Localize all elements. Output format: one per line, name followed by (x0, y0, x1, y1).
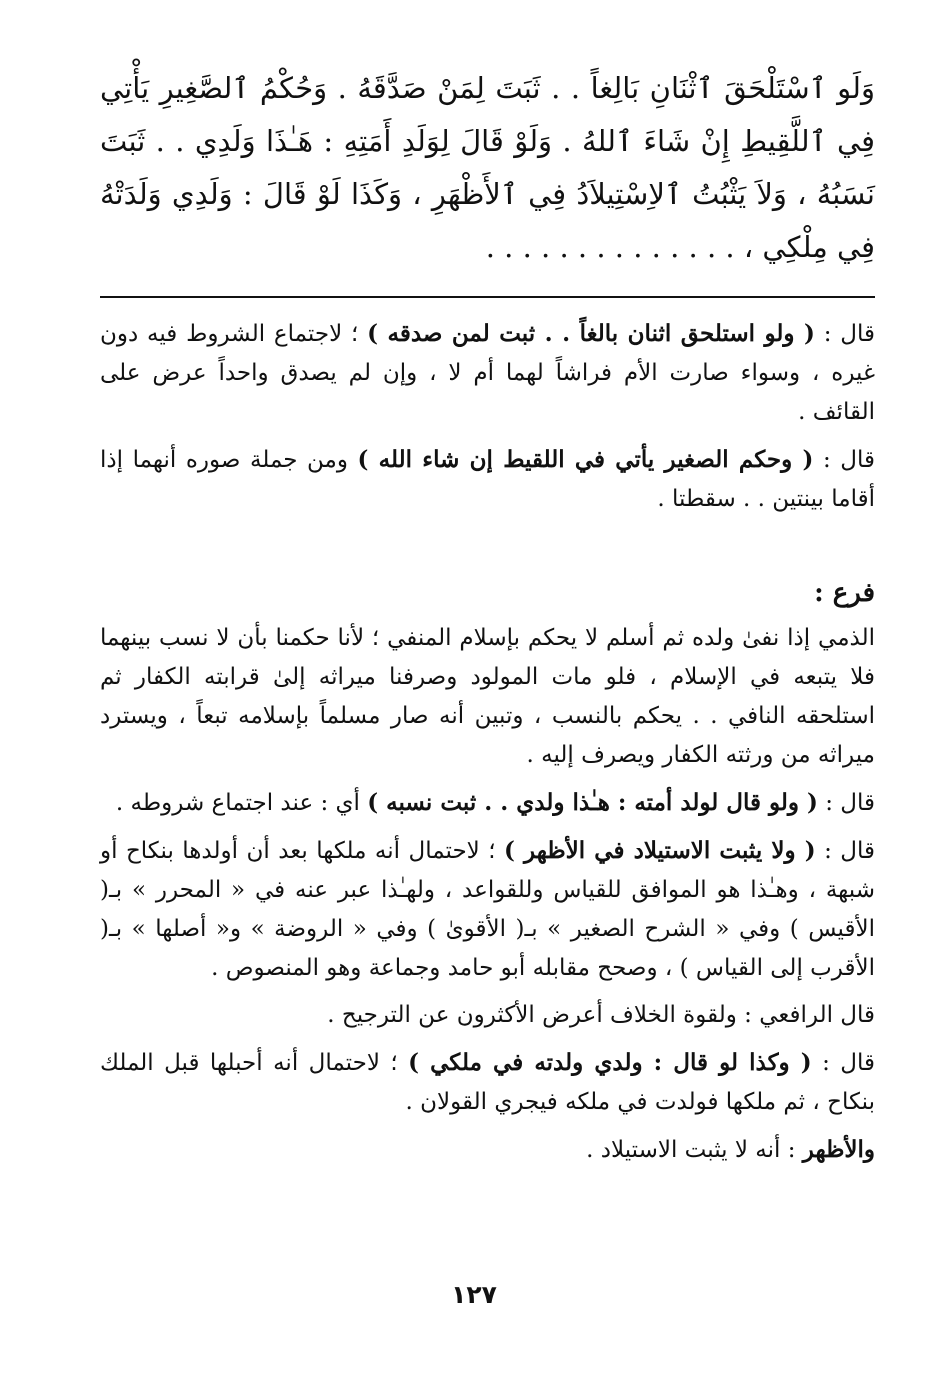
rafii-paragraph (100, 996, 875, 1035)
qala-label: قال : (817, 790, 875, 816)
commentary-paragraph-4 (100, 831, 875, 988)
commentary-text: ؛ لاحتمال أنه ملكها بعد أن أولدها بنكاح أو شبهة ، وهـٰذا هو الموافق للقياس وللقواعد ، ولهـٰذا عبر عنه في « المحرر » بـ( الأقيس ) وفي « الشرح الصغير » بـ( الأقوىٰ ) وفي « الروضة » و« أصلها » بـ( الأقرب إلى القياس ) ، وصحح مقابله أبو حامد وجماعة وهو المنصوص . (100, 838, 875, 981)
final-paragraph (100, 1130, 875, 1170)
quoted-matn: ( ولو استلحق اثنان بالغاً . . ثبت لمن صدقه ) (367, 320, 815, 347)
quoted-matn: ( ولا يثبت الاستيلاد في الأظهر ) (504, 837, 816, 864)
commentary-text: ؛ لاجتماع الشروط فيه دون غيره ، وسواء صارت الأم فراشاً لهما أم لا ، وإن لم يصدق واحداً عرض على القائف . (100, 321, 875, 425)
qala-label: قال : (814, 321, 875, 347)
book-page (100, 62, 875, 1362)
far-paragraph: الذمي إذا نفىٰ ولده ثم أسلم لا يحكم بإسلام المنفي ؛ لأنا حكمنا بأن لا نسب بينهما فلا يتبعه في الإسلام ، فلو مات المولود وصرفنا ميراثه إلىٰ قرابته الكفار ثم استلحقه النافي . . يحكم بالنسب ، وتبين أنه صار مسلماً بإسلامه تبعاً ، ويسترد ميراثه من ورثته الكفار ويصرف إليه . (100, 625, 875, 768)
qala-label: قال : (813, 447, 875, 473)
commentary-paragraph-5 (100, 1043, 875, 1122)
quoted-matn: ( ولو قال لولد أمته : هـٰذا ولدي . . ثبت نسبه ) (367, 789, 818, 816)
final-lead: والأظهر (802, 1136, 875, 1163)
matn-text: وَلَو ٱسْتَلْحَقَ ٱثْنَانِ بَالِغاً . . ثَبَتَ لِمَنْ صَدَّقَهُ . وَحُكْمُ ٱلصَّغِيرِ يَأْتِي فِي ٱللَّقِيطِ إِنْ شَاءَ ٱللهُ . وَلَوْ قَالَ لِوَلَدِ أَمَتِهِ : هَـٰذَا وَلَدِي . . ثَبَتَ نَسَبُهُ ، وَلاَ يَثْبُتُ ٱلاِسْتِيلاَدُ فِي ٱلأَظْهَرِ ، وَكَذَا لَوْ قَالَ : وَلَدِي وَلَدَتْهُ فِي مِلْكِي ، . . . . . . . . . . . . . . (100, 71, 875, 264)
commentary-paragraph-1 (100, 314, 875, 432)
page-number: ١٢٧ (451, 1280, 497, 1309)
qala-label: قال : (815, 838, 876, 864)
separator-rule (100, 296, 875, 298)
qala-label: قال : (811, 1050, 875, 1076)
quoted-matn: ( وكذا لو قال : ولدي ولدته في ملكي ) (408, 1049, 812, 1076)
quoted-matn: ( وحكم الصغير يأتي في اللقيط إن شاء الله ) (357, 446, 814, 473)
commentary-text: ؛ لاحتمال أنه أحبلها قبل الملك بنكاح ، ثم ملكها فولدت في ملكه فيجري القولان . (100, 1050, 875, 1115)
commentary-text: ومن جملة صوره أنهما إذا أقاما بينتين . . سقطتا . (100, 447, 875, 512)
commentary-paragraph-2 (100, 440, 875, 519)
commentary-paragraph-3 (100, 783, 875, 823)
commentary-text: أي : عند اجتماع شروطه . (115, 790, 368, 816)
far-heading: فرع : (814, 578, 875, 608)
final-text: : أنه لا يثبت الاستيلاد . (586, 1137, 803, 1163)
commentary-text: قال الرافعي : ولقوة الخلاف أعرض الأكثرون عن الترجيح . (327, 1002, 875, 1028)
